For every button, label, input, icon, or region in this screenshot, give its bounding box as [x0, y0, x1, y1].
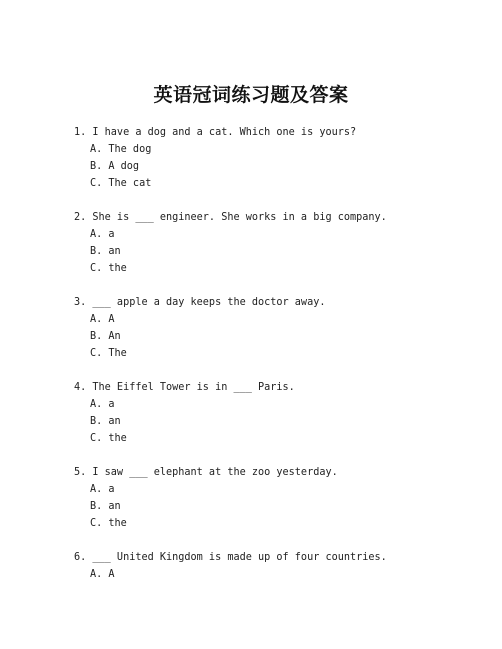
question-6 [74, 549, 474, 583]
question-4-option-c: C. the [90, 433, 127, 444]
question-5-option-b: B. an [90, 501, 121, 512]
question-2-option-b: B. an [90, 246, 121, 257]
question-3-text: 3. ___ apple a day keeps the doctor away. [74, 297, 326, 308]
question-4-option-a: A. a [90, 399, 115, 410]
page-title: 英语冠词练习题及答案 [153, 84, 349, 106]
question-1-text: 1. I have a dog and a cat. Which one is yours? [74, 127, 357, 138]
question-3 [74, 294, 474, 362]
question-5 [74, 464, 474, 532]
question-4-text: 4. The Eiffel Tower is in ___ Paris. [74, 382, 295, 393]
question-6-option-a: A. A [90, 569, 115, 580]
question-5-option-a: A. a [90, 484, 115, 495]
question-2-option-c: C. the [90, 263, 127, 274]
question-3-option-b: B. An [90, 331, 121, 342]
question-1-option-b: B. A dog [90, 161, 140, 172]
question-5-option-c: C. the [90, 518, 127, 529]
question-1-option-a: A. The dog [90, 144, 152, 155]
question-1-option-c: C. The cat [90, 178, 152, 189]
question-1 [74, 124, 474, 192]
question-6-text: 6. ___ United Kingdom is made up of four countries. [74, 552, 387, 563]
question-2-text: 2. She is ___ engineer. She works in a big company. [74, 212, 387, 223]
question-list [74, 124, 474, 600]
question-2 [74, 209, 474, 277]
question-4 [74, 379, 474, 447]
question-2-option-a: A. a [90, 229, 115, 240]
question-4-option-b: B. an [90, 416, 121, 427]
question-3-option-c: C. The [90, 348, 127, 359]
question-3-option-a: A. A [90, 314, 115, 325]
question-5-text: 5. I saw ___ elephant at the zoo yesterday. [74, 467, 338, 478]
